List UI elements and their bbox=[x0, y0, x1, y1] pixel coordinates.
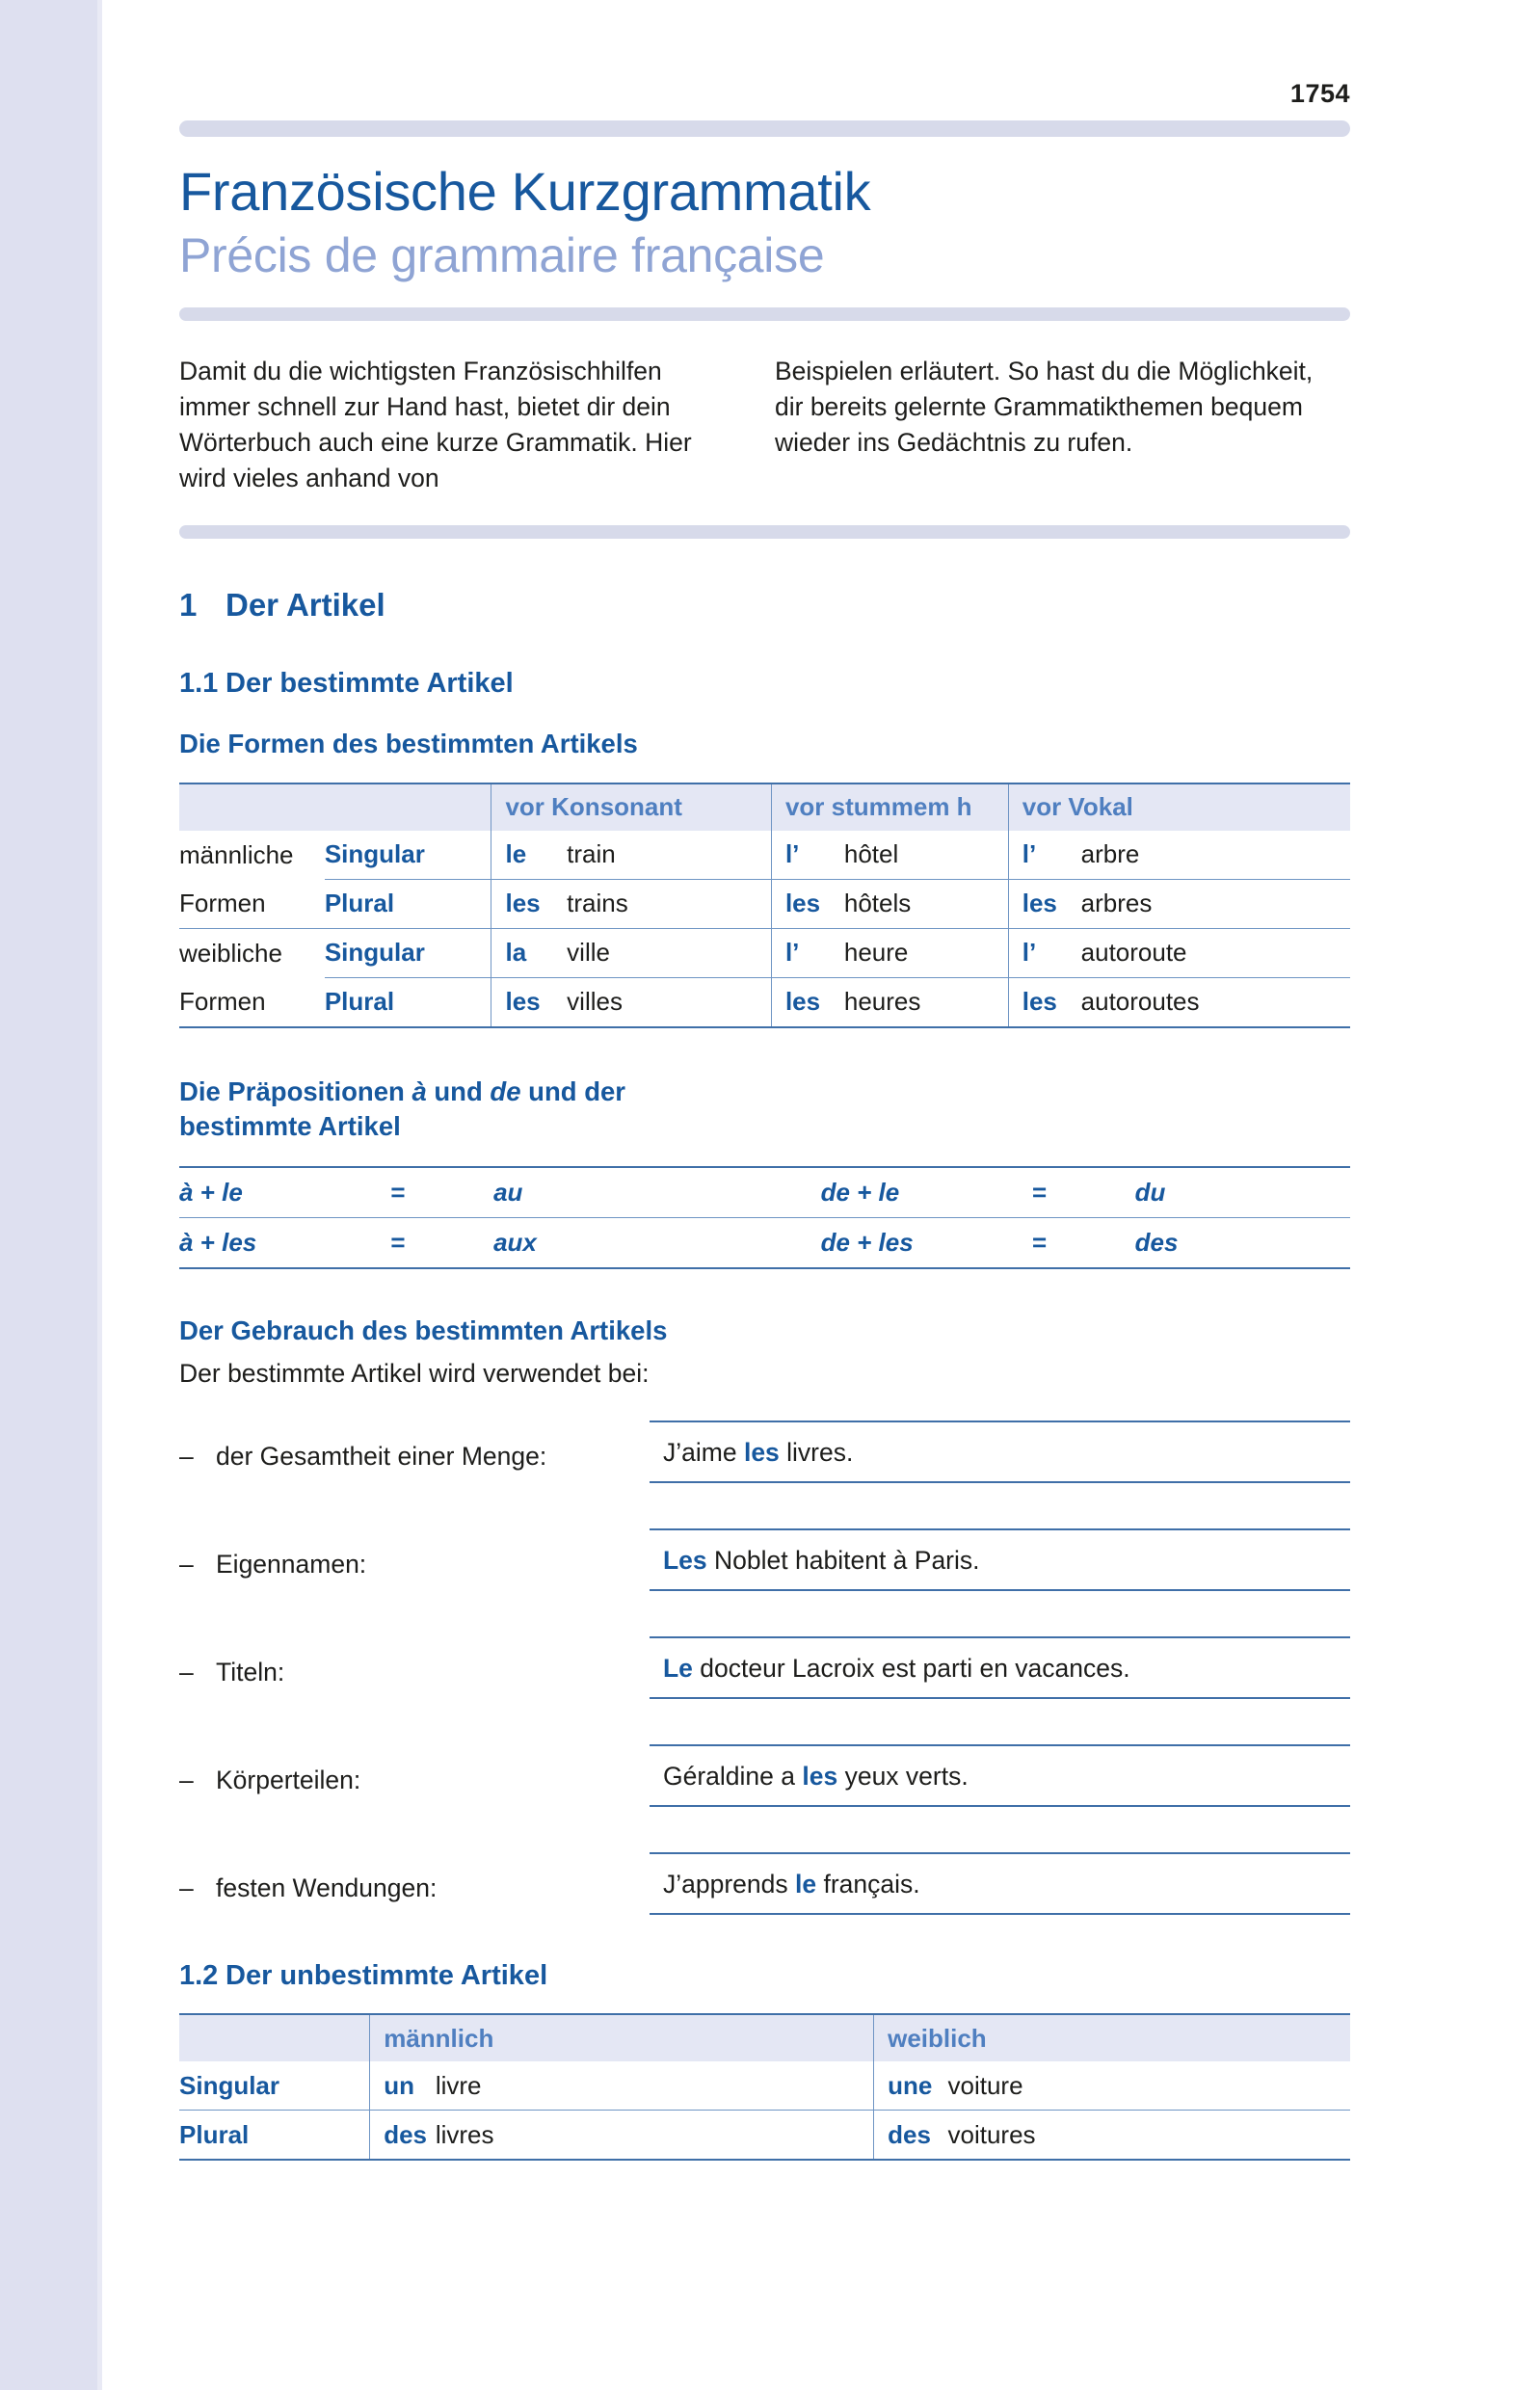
bullet-dash-icon: – bbox=[179, 1658, 194, 1687]
header-rule-top bbox=[179, 120, 1350, 137]
row-number-label: Singular bbox=[324, 839, 425, 869]
bullet-dash-icon: – bbox=[179, 1550, 194, 1580]
cell-noun: hôtels bbox=[844, 879, 1008, 928]
example-article: le bbox=[795, 1870, 817, 1899]
section-heading-1-2 bbox=[179, 1960, 1350, 1992]
section-title-1-2: Der unbestimmte Artikel bbox=[226, 1960, 548, 1992]
left-margin-strip bbox=[0, 0, 97, 2390]
example-sentence-box bbox=[650, 1852, 1350, 1915]
prep-right-result: du bbox=[1134, 1178, 1166, 1208]
prep-left-equals: = bbox=[389, 1178, 406, 1208]
row-number-label: Plural bbox=[179, 2111, 370, 2161]
intro-column-left: Damit du die wichtigsten Französischhilfen immer schnell zur Hand hast, bietet dir dein Wörterbuch auch eine kurze Grammatik. Hier wird vieles anhand von bbox=[179, 356, 692, 492]
example-pre: Géraldine a bbox=[663, 1762, 803, 1792]
header-rule-bottom bbox=[179, 307, 1350, 321]
table-row bbox=[179, 879, 1350, 928]
prep-heading-line-2: bestimmte Artikel bbox=[179, 1110, 401, 1141]
usage-intro-text: Der bestimmte Artikel wird verwendet bei: bbox=[179, 1359, 650, 1389]
cell-noun: trains bbox=[567, 879, 771, 928]
cell-noun: heure bbox=[844, 928, 1008, 977]
cell-article: des bbox=[370, 2111, 436, 2161]
example-sentence-box bbox=[650, 1744, 1350, 1807]
bullet-dash-icon: – bbox=[179, 1873, 194, 1903]
example-pre: J’apprends bbox=[663, 1870, 796, 1899]
example-label-text: festen Wendungen: bbox=[216, 1873, 438, 1903]
example-sentence-box bbox=[650, 1421, 1350, 1483]
list-item bbox=[179, 1528, 1350, 1611]
usage-heading: Der Gebrauch des bestimmten Artikels bbox=[179, 1315, 668, 1346]
example-label bbox=[179, 1636, 650, 1687]
prep-heading-italic-a: à bbox=[412, 1076, 427, 1106]
section-heading-1 bbox=[179, 587, 1350, 624]
example-label bbox=[179, 1744, 650, 1795]
cell-article: un bbox=[370, 2061, 436, 2111]
cell-noun: voiture bbox=[947, 2070, 1023, 2100]
section-heading-1-1 bbox=[179, 668, 1350, 700]
cell-article: l’ bbox=[1008, 928, 1080, 977]
cell-article: les bbox=[491, 977, 567, 1027]
header-maennlich: männlich bbox=[370, 2014, 874, 2061]
intro-rule bbox=[179, 525, 1350, 539]
row-group-label: Formen bbox=[179, 987, 266, 1017]
table-row bbox=[179, 928, 1350, 977]
list-item bbox=[179, 1421, 1350, 1503]
prep-right-equals: = bbox=[1031, 1178, 1047, 1208]
prepositions-table bbox=[179, 1166, 1350, 1269]
prep-right-expression: de + les bbox=[821, 1218, 1032, 1269]
prepositions-heading bbox=[179, 1075, 1350, 1144]
page-subtitle: Précis de grammaire française bbox=[179, 227, 825, 282]
cell-noun: livre bbox=[435, 2070, 482, 2100]
example-post: Noblet habitent à Paris. bbox=[706, 1546, 980, 1576]
prep-left-expression: à + le bbox=[179, 1178, 243, 1208]
prep-right-equals: = bbox=[1031, 1218, 1134, 1269]
example-label-text: Titeln: bbox=[216, 1658, 285, 1687]
prep-left-expression: à + les bbox=[179, 1218, 390, 1269]
cell-article: les bbox=[1008, 977, 1080, 1027]
cell-noun: arbre bbox=[1080, 839, 1140, 869]
header-blank-1 bbox=[179, 783, 325, 831]
usage-examples-list bbox=[179, 1421, 1350, 1935]
row-number-label: Singular bbox=[325, 928, 491, 977]
cell-article: le bbox=[491, 831, 567, 880]
intro-paragraphs bbox=[179, 354, 1350, 496]
cell-noun: autoroutes bbox=[1081, 977, 1350, 1027]
page-title: Französische Kurzgrammatik bbox=[179, 161, 871, 222]
example-sentence-box bbox=[650, 1636, 1350, 1699]
page-number: 1754 bbox=[1289, 79, 1350, 108]
row-number-label: Plural bbox=[325, 977, 491, 1027]
left-margin-strip-edge bbox=[97, 0, 102, 2390]
definite-article-table bbox=[179, 783, 1350, 1028]
cell-noun: ville bbox=[567, 928, 771, 977]
example-label bbox=[179, 1528, 650, 1580]
cell-noun: train bbox=[567, 839, 616, 869]
list-item bbox=[179, 1852, 1350, 1935]
example-label bbox=[179, 1421, 650, 1472]
row-group-label: weibliche bbox=[179, 928, 325, 977]
example-label-text: Körperteilen: bbox=[216, 1766, 361, 1795]
cell-noun: heures bbox=[844, 977, 1008, 1027]
example-post: docteur Lacroix est parti en vacances. bbox=[692, 1654, 1130, 1684]
bullet-dash-icon: – bbox=[179, 1766, 194, 1795]
section-title-1: Der Artikel bbox=[226, 587, 385, 624]
indefinite-article-table bbox=[179, 2013, 1350, 2161]
header-vor-konsonant: vor Konsonant bbox=[491, 783, 771, 831]
prep-row bbox=[179, 1167, 1350, 1218]
cell-article: les bbox=[491, 879, 567, 928]
example-article: les bbox=[743, 1438, 780, 1468]
header-vor-stummem-h: vor stummem h bbox=[771, 783, 1008, 831]
cell-noun: hôtel bbox=[843, 839, 899, 869]
page-content bbox=[179, 0, 1350, 2161]
example-post: français. bbox=[816, 1870, 920, 1899]
prep-left-result: au bbox=[493, 1178, 523, 1208]
cell-article: une bbox=[874, 2061, 948, 2111]
cell-noun: arbres bbox=[1081, 879, 1350, 928]
section-number-1-2: 1.2 bbox=[179, 1960, 219, 1992]
row-number-label: Plural bbox=[325, 879, 491, 928]
section-number-1: 1 bbox=[179, 587, 198, 624]
table-row bbox=[179, 2111, 1350, 2161]
header-blank-1 bbox=[179, 2014, 370, 2061]
section-number-1-1: 1.1 bbox=[179, 668, 219, 700]
row-group-label: männliche bbox=[179, 839, 294, 869]
bullet-dash-icon: – bbox=[179, 1442, 194, 1472]
example-post: livres. bbox=[779, 1438, 854, 1468]
cell-article: les bbox=[771, 879, 843, 928]
example-article: Le bbox=[663, 1654, 693, 1684]
prep-heading-part-c: und der bbox=[520, 1076, 625, 1106]
cell-article: les bbox=[1008, 879, 1080, 928]
table-row bbox=[179, 2061, 1350, 2111]
prep-left-equals: = bbox=[390, 1218, 493, 1269]
prep-row bbox=[179, 1218, 1350, 1269]
table-header-row bbox=[179, 783, 1350, 831]
cell-article: les bbox=[771, 977, 843, 1027]
list-item bbox=[179, 1744, 1350, 1827]
intro-column-right: Beispielen erläutert. So hast du die Möglichkeit, dir bereits gelernte Grammatikthemen bequem wieder ins Gedächtnis zu rufen. bbox=[775, 356, 1314, 457]
example-label-text: der Gesamtheit einer Menge: bbox=[216, 1442, 547, 1472]
example-article: Les bbox=[663, 1546, 707, 1576]
prep-heading-italic-b: de bbox=[490, 1076, 521, 1106]
table-header-row bbox=[179, 2014, 1350, 2061]
cell-article: l’ bbox=[1008, 831, 1080, 880]
example-post: yeux verts. bbox=[837, 1762, 969, 1792]
list-item bbox=[179, 1636, 1350, 1719]
cell-noun: livres bbox=[436, 2111, 874, 2161]
section-title-1-1: Der bestimmte Artikel bbox=[226, 668, 514, 700]
cell-noun: autoroute bbox=[1081, 928, 1350, 977]
example-pre: J’aime bbox=[663, 1438, 744, 1468]
cell-article: l’ bbox=[771, 928, 843, 977]
prep-heading-part-a: Die Präpositionen bbox=[179, 1076, 412, 1106]
example-article: les bbox=[802, 1762, 838, 1792]
cell-noun: voitures bbox=[948, 2111, 1351, 2161]
prep-right-expression: de + le bbox=[820, 1178, 900, 1208]
example-label-text: Eigennamen: bbox=[216, 1550, 367, 1580]
forms-heading: Die Formen des bestimmten Artikels bbox=[179, 729, 638, 759]
cell-article: l’ bbox=[771, 831, 843, 880]
example-label bbox=[179, 1852, 650, 1903]
prep-left-result: aux bbox=[493, 1218, 820, 1269]
cell-article: la bbox=[491, 928, 567, 977]
table-row bbox=[179, 831, 1350, 880]
prep-heading-part-b: und bbox=[426, 1076, 491, 1106]
row-number-label: Singular bbox=[179, 2070, 280, 2100]
prep-right-result: des bbox=[1135, 1218, 1350, 1269]
cell-noun: villes bbox=[567, 977, 771, 1027]
example-sentence-box bbox=[650, 1528, 1350, 1591]
header-blank-2 bbox=[325, 783, 491, 831]
table-row bbox=[179, 977, 1350, 1027]
header-vor-vokal: vor Vokal bbox=[1008, 783, 1350, 831]
header-weiblich: weiblich bbox=[874, 2014, 1350, 2061]
row-group-label: Formen bbox=[179, 889, 266, 918]
cell-article: des bbox=[874, 2111, 948, 2161]
